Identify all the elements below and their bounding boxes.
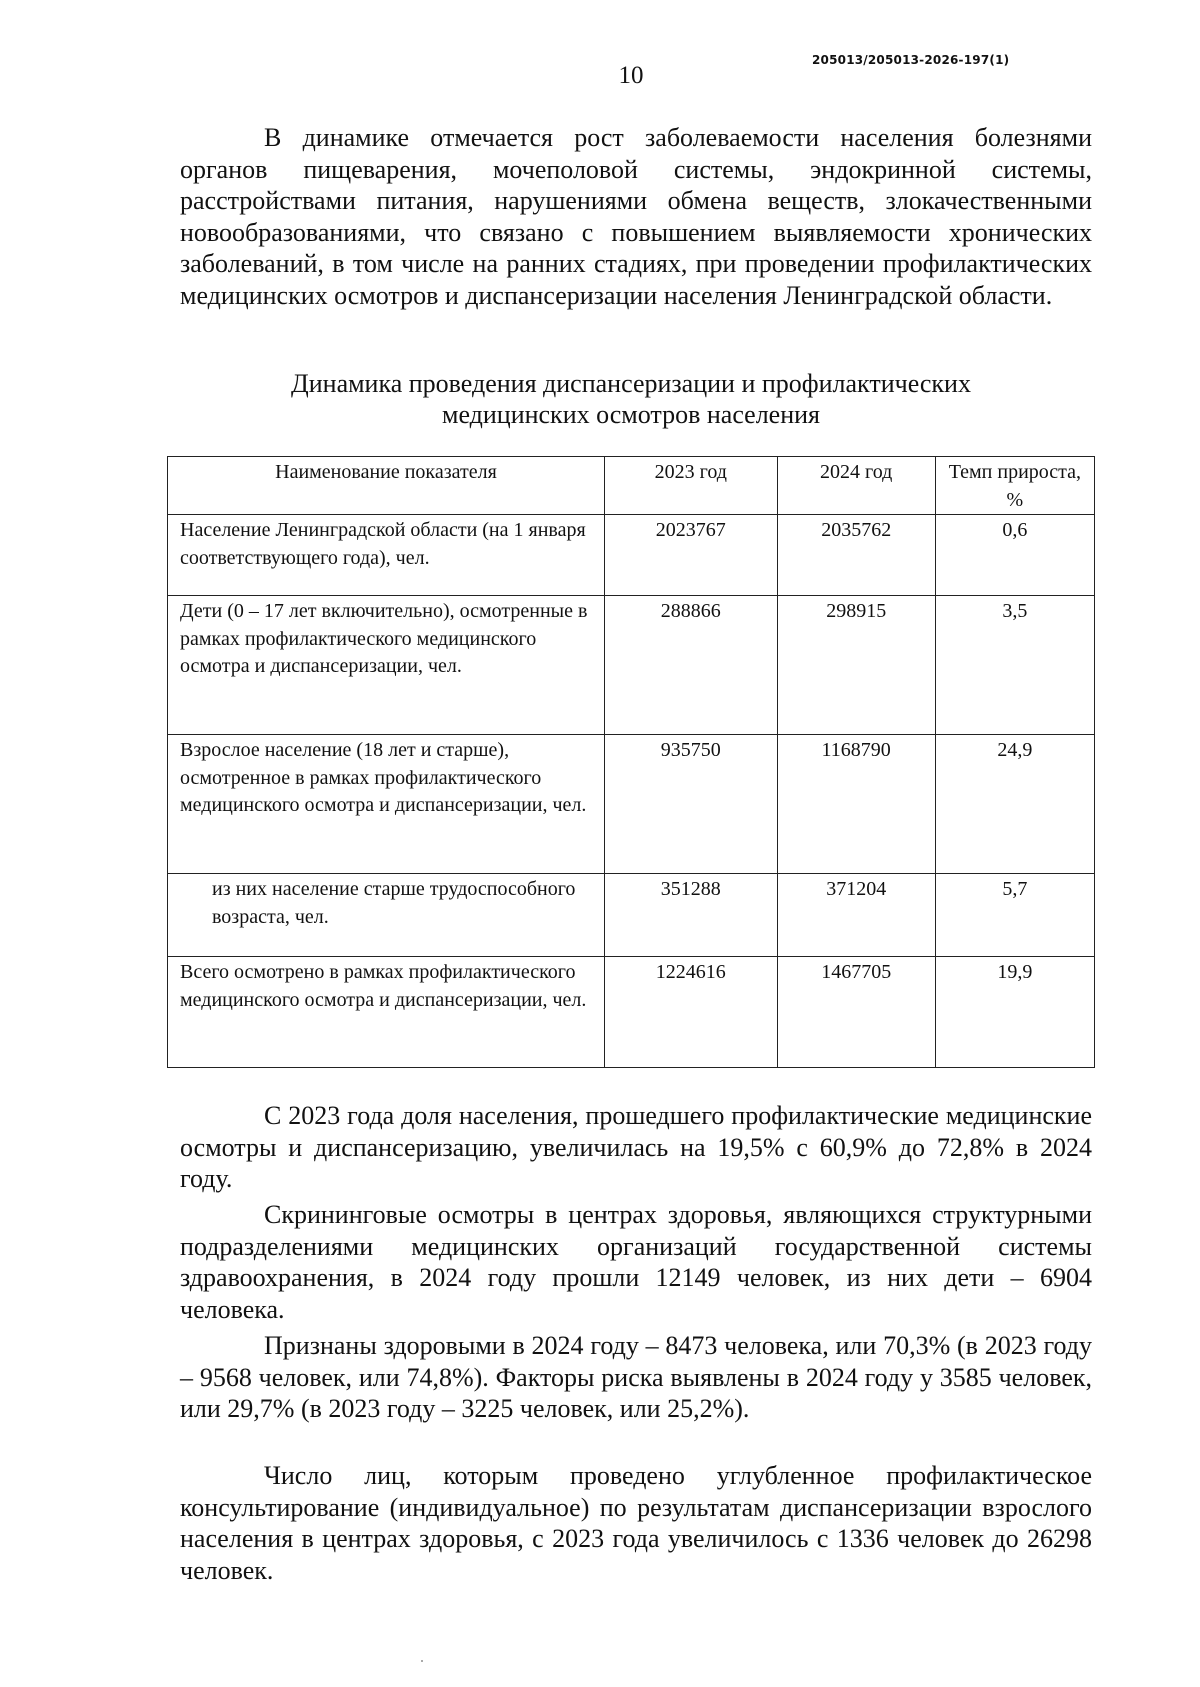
row-growth: 5,7 xyxy=(935,874,1094,957)
row-value-2024: 2035762 xyxy=(777,515,935,596)
row-growth: 0,6 xyxy=(935,515,1094,596)
row-indicator: Взрослое население (18 лет и старше), осмотренное в рамках профилактического медицинского осмотра и диспансеризации, чел. xyxy=(168,735,605,874)
row-growth: 24,9 xyxy=(935,735,1094,874)
scan-speck xyxy=(421,1660,423,1662)
healthy-paragraph-text: Признаны здоровыми в 2024 году – 8473 человека, или 70,3% (в 2023 году – 9568 человек, или 74,8%). Факторы риска выявлены в 2024 году у 3585 человек, или 29,7% (в 2023 году – 3225 человек, или 25,2%). xyxy=(180,1331,1092,1423)
table-title-line2: медицинских осмотров населения xyxy=(441,400,821,429)
table-row xyxy=(168,957,1095,1068)
table-row xyxy=(168,515,1095,596)
row-value-2023: 351288 xyxy=(604,874,777,957)
consulting-paragraph-text: Число лиц, которым проведено углубленное профилактическое консультирование (индивидуальное) по результатам диспансеризации взрослого населения в центрах здоровья, с 2023 года увеличилось с 1336 человек до 26298 человек. xyxy=(180,1461,1092,1585)
header-indicator: Наименование показателя xyxy=(168,457,605,515)
screening-paragraph xyxy=(180,1199,1092,1325)
header-growth: Темп прироста, % xyxy=(935,457,1094,515)
row-value-2024: 298915 xyxy=(777,596,935,735)
table-row xyxy=(168,596,1095,735)
row-indicator: из них население старше трудоспособного возраста, чел. xyxy=(168,874,605,957)
row-value-2024: 1168790 xyxy=(777,735,935,874)
row-growth: 19,9 xyxy=(935,957,1094,1068)
row-value-2024: 1467705 xyxy=(777,957,935,1068)
row-indicator: Всего осмотрено в рамках профилактического медицинского осмотра и диспансеризации, чел. xyxy=(168,957,605,1068)
table-title-line1: Динамика проведения диспансеризации и профилактических xyxy=(291,369,971,398)
share-paragraph-text: С 2023 года доля населения, прошедшего профилактические медицинские осмотры и диспансеризацию, увеличилась на 19,5% с 60,9% до 72,8% в 2024 году. xyxy=(180,1101,1092,1193)
intro-paragraph-text: В динамике отмечается рост заболеваемости населения болезнями органов пищеварения, мочеполовой системы, эндокринной системы, расстройствами питания, нарушениями обмена веществ, злокачественными новообразованиями, что связано с повышением выявляемости хронических заболеваний, в том числе на ранних стадиях, при проведении профилактических медицинских осмотров и диспансеризации населения Ленинградской области. xyxy=(180,123,1092,310)
header-2023: 2023 год xyxy=(604,457,777,515)
table-row xyxy=(168,874,1095,957)
row-growth: 3,5 xyxy=(935,596,1094,735)
row-indicator: Население Ленинградской области (на 1 января соответствующего года), чел. xyxy=(168,515,605,596)
row-value-2023: 935750 xyxy=(604,735,777,874)
header-2024: 2024 год xyxy=(777,457,935,515)
row-indicator: Дети (0 – 17 лет включительно), осмотренные в рамках профилактического медицинского осмотра и диспансеризации, чел. xyxy=(168,596,605,735)
consulting-paragraph xyxy=(180,1460,1092,1586)
row-value-2023: 2023767 xyxy=(604,515,777,596)
document-id: 205013/205013-2026-197(1) xyxy=(812,53,1010,67)
table-row xyxy=(168,735,1095,874)
healthy-paragraph xyxy=(180,1330,1092,1425)
intro-paragraph xyxy=(180,122,1092,311)
page-number: 10 xyxy=(618,62,644,89)
table-title xyxy=(175,368,1087,430)
screening-paragraph-text: Скрининговые осмотры в центрах здоровья, являющихся структурными подразделениями медицинских организаций государственной системы здравоохранения, в 2024 году прошли 12149 человек, из них дети – 6904 человека. xyxy=(180,1200,1092,1324)
row-value-2023: 288866 xyxy=(604,596,777,735)
table-header-row xyxy=(168,457,1095,515)
share-paragraph xyxy=(180,1100,1092,1195)
row-value-2024: 371204 xyxy=(777,874,935,957)
row-value-2023: 1224616 xyxy=(604,957,777,1068)
screening-dynamics-table xyxy=(167,456,1095,1068)
